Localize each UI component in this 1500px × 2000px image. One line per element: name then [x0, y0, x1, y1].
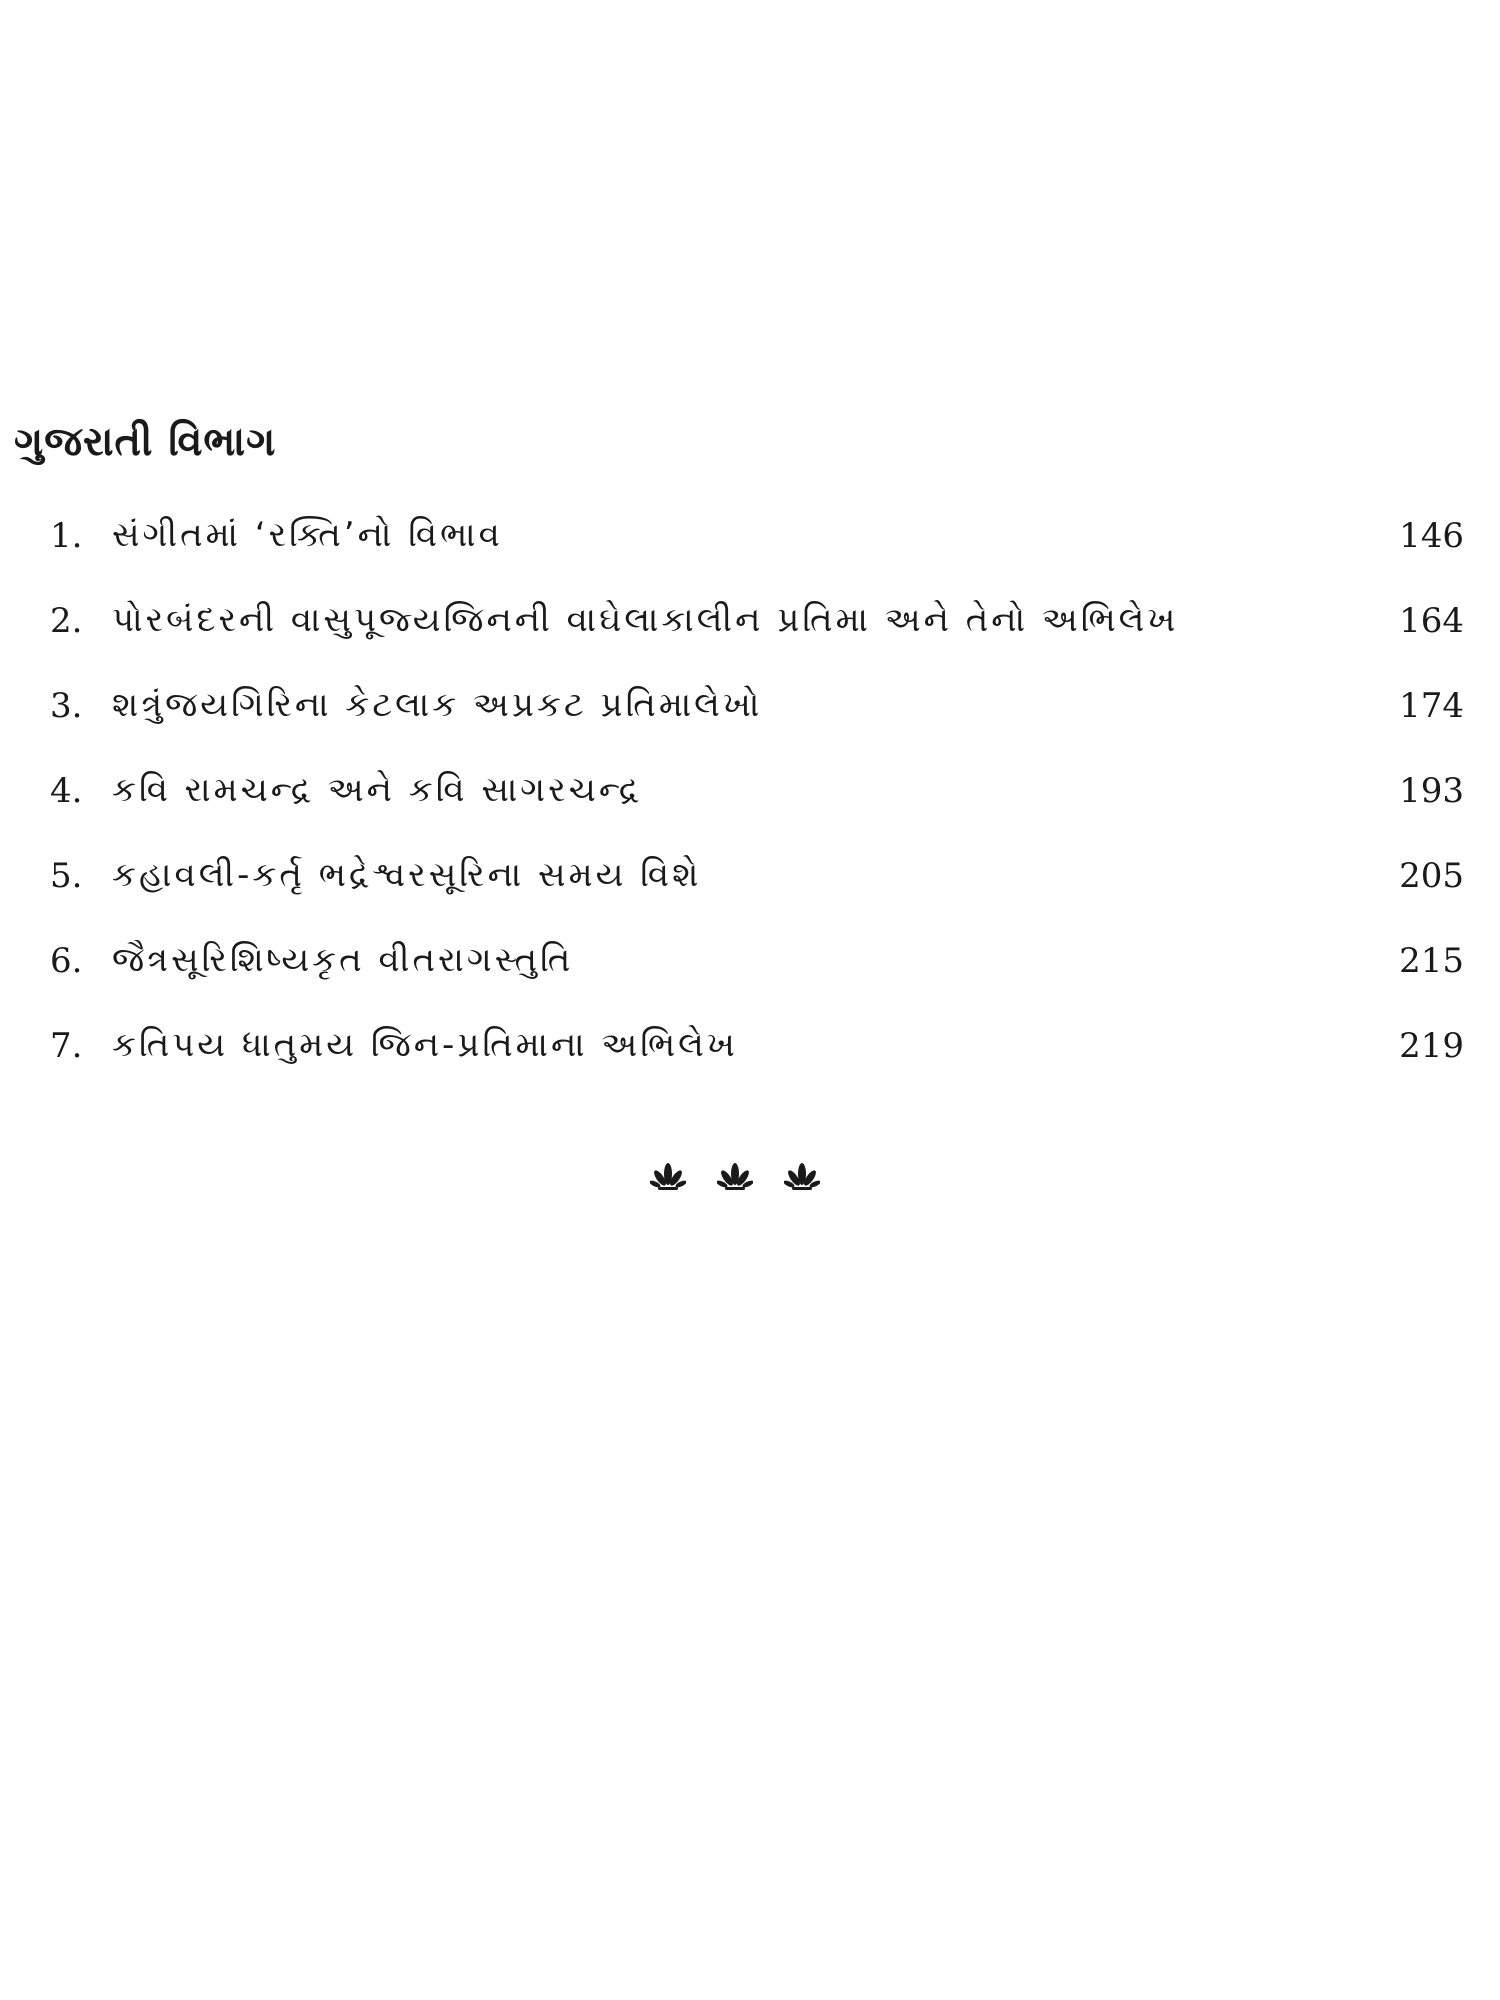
entry-page-number: 205 — [1399, 856, 1464, 896]
toc-entry — [0, 585, 1500, 670]
entry-title: પોરબંદરની વાસુપૂજ્યજિનની વાઘેલાકાલીન પ્રતિમા અને તેનો અભિલેખ — [112, 600, 1179, 640]
lotus-ornament-icon — [784, 1160, 820, 1196]
entry-number: 7. — [50, 1026, 83, 1066]
entry-page-number: 146 — [1399, 516, 1464, 556]
table-of-contents — [0, 500, 1500, 1095]
entry-page-number: 219 — [1399, 1026, 1464, 1066]
toc-entry — [0, 840, 1500, 925]
toc-entry — [0, 500, 1500, 585]
toc-entry — [0, 670, 1500, 755]
lotus-ornament-icon — [650, 1160, 686, 1196]
toc-entry — [0, 1010, 1500, 1095]
entry-title: સંગીતમાં ‘રક્તિ’નો વિભાવ — [112, 515, 503, 555]
entry-number: 4. — [50, 771, 83, 811]
entry-page-number: 193 — [1399, 771, 1464, 811]
section-heading: ગુજરાતી વિભાગ — [14, 419, 277, 465]
entry-page-number: 215 — [1399, 941, 1464, 981]
entry-title: જૈત્રસૂરિશિષ્યકૃત વીતરાગસ્તુતિ — [112, 940, 574, 980]
entry-title: કહાવલી-કર્તૃ ભદ્રેશ્વરસૂરિના સમય વિશે — [112, 855, 702, 895]
entry-title: શત્રુંજયગિરિના કેટલાક અપ્રકટ પ્રતિમાલેખો — [112, 685, 763, 725]
entry-number: 3. — [50, 686, 83, 726]
entry-number: 6. — [50, 941, 83, 981]
toc-entry — [0, 755, 1500, 840]
toc-entry — [0, 925, 1500, 1010]
entry-title: કવિ રામચન્દ્ર અને કવિ સાગરચન્દ્ર — [112, 770, 643, 810]
entry-page-number: 174 — [1399, 686, 1464, 726]
lotus-ornament-icon — [717, 1160, 753, 1196]
entry-title: કતિપય ધાતુમય જિન-પ્રતિમાના અભિલેખ — [112, 1025, 738, 1065]
entry-number: 2. — [50, 601, 83, 641]
entry-page-number: 164 — [1399, 601, 1464, 641]
section-end-ornaments — [650, 1158, 820, 1198]
entry-number: 1. — [50, 516, 83, 556]
entry-number: 5. — [50, 856, 83, 896]
